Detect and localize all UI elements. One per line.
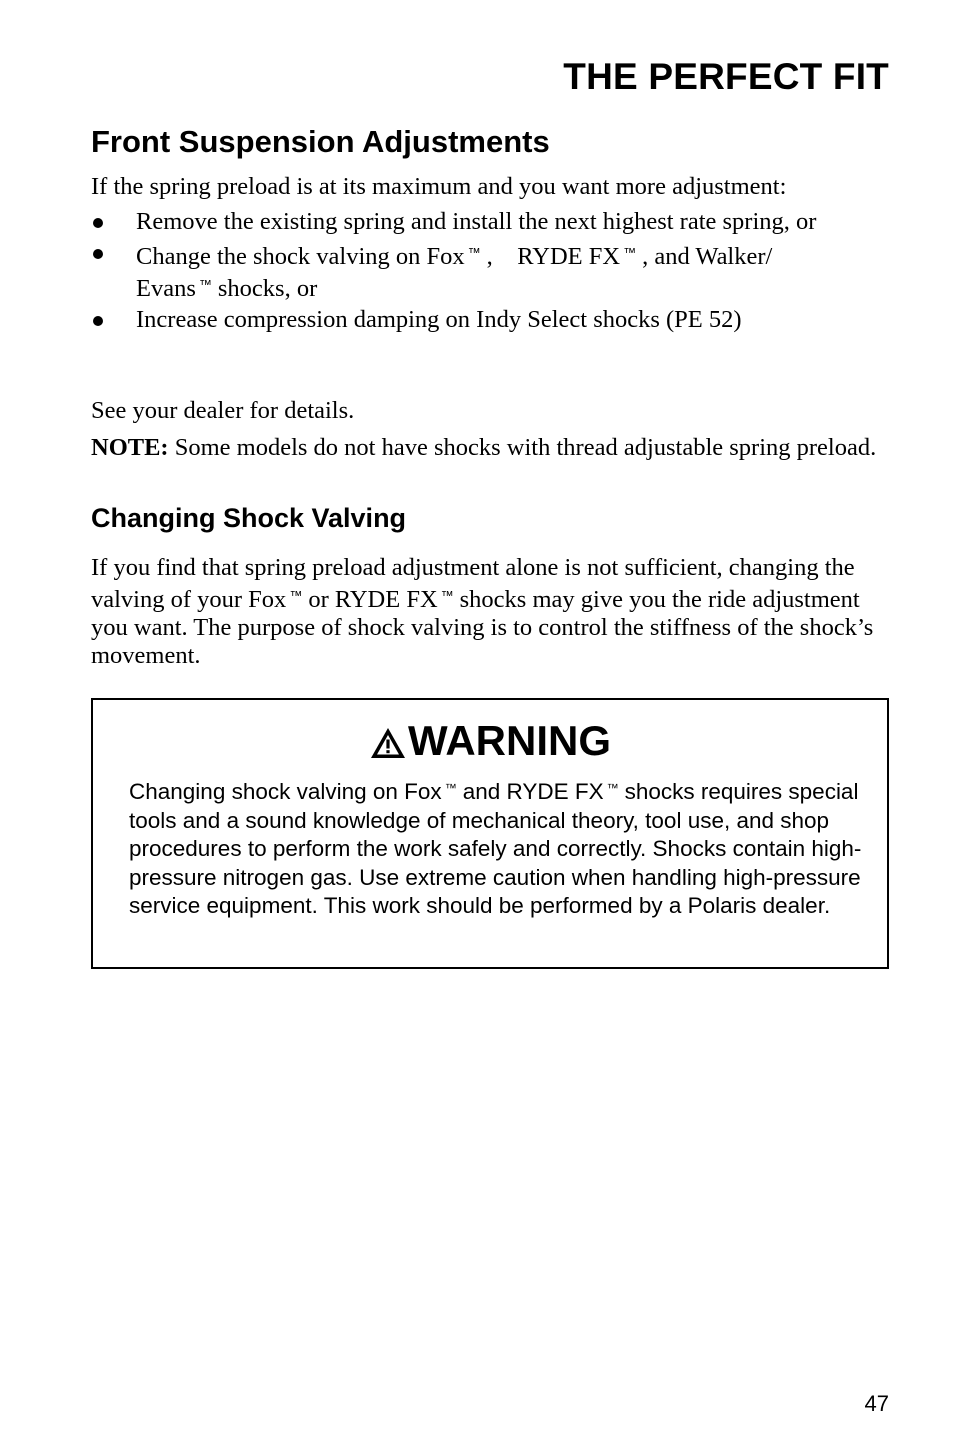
trademark-symbol: ™ xyxy=(444,781,457,795)
warning-triangle-icon xyxy=(369,726,407,760)
trademark-symbol: ™ xyxy=(606,781,619,795)
warning-text-part: and RYDE FX xyxy=(462,779,604,804)
list-item-text: Increase compression damping on Indy Select shocks (PE 52) xyxy=(136,306,742,333)
trademark-symbol: ™ xyxy=(440,588,454,603)
paragraph-text: shocks may give you the ride adjustment you want. The purpose of shock valving is to control the stiffness of the shock’s movement. xyxy=(91,586,874,669)
valving-paragraph xyxy=(91,554,889,670)
list-item-text: RYDE FX xyxy=(517,243,621,270)
paragraph-text: or RYDE FX xyxy=(308,586,438,613)
section-title: Front Suspension Adjustments xyxy=(91,124,550,159)
list-item xyxy=(91,239,889,303)
bullet-icon xyxy=(93,316,103,326)
paragraph-text: If you find that spring preload adjustment alone is not sufficient, changing the valving of your Fox xyxy=(91,554,855,613)
warning-text xyxy=(129,774,869,921)
list-item xyxy=(91,306,889,334)
trademark-symbol: ™ xyxy=(623,245,637,260)
trademark-symbol: ™ xyxy=(289,588,303,603)
adjustment-options-list xyxy=(91,208,889,337)
list-item-text: , xyxy=(486,243,493,270)
warning-title: WARNING xyxy=(408,717,611,764)
bullet-icon xyxy=(93,249,103,259)
list-item-text: Evans xyxy=(136,275,196,302)
list-item xyxy=(91,208,889,236)
trademark-symbol: ™ xyxy=(467,245,481,260)
intro-paragraph: If the spring preload is at its maximum and you want more adjustment: xyxy=(91,173,787,200)
warning-header xyxy=(369,717,611,764)
see-dealer-paragraph: See your dealer for details. xyxy=(91,397,355,424)
list-item-text: Remove the existing spring and install the next highest rate spring, or xyxy=(136,208,817,235)
page-number: 47 xyxy=(864,1391,889,1416)
note-text: Some models do not have shocks with thread adjustable spring preload. xyxy=(168,434,877,461)
subsection-title: Changing Shock Valving xyxy=(91,503,407,533)
list-item-text: , and Walker/ xyxy=(642,243,773,270)
warning-box xyxy=(91,698,889,969)
note-paragraph xyxy=(91,434,889,462)
bullet-icon xyxy=(93,218,103,228)
warning-text-part: Changing shock valving on Fox xyxy=(129,779,442,804)
trademark-symbol: ™ xyxy=(198,277,212,292)
note-label: NOTE: xyxy=(91,434,169,461)
list-item-text: shocks, or xyxy=(217,275,318,302)
manual-page xyxy=(91,0,889,1454)
running-head: THE PERFECT FIT xyxy=(563,56,889,97)
warning-text-part: shocks requires special tools and a sound knowledge of mechanical theory, tool use, and shop procedures to perform the work safely and correctly. Shocks contain high-pressure nitrogen gas. Use extreme caution when handling high-pressure service equipment. This work should be performed by a Polaris dealer. xyxy=(129,779,862,918)
list-item-text: Change the shock valving on Fox xyxy=(136,243,465,270)
